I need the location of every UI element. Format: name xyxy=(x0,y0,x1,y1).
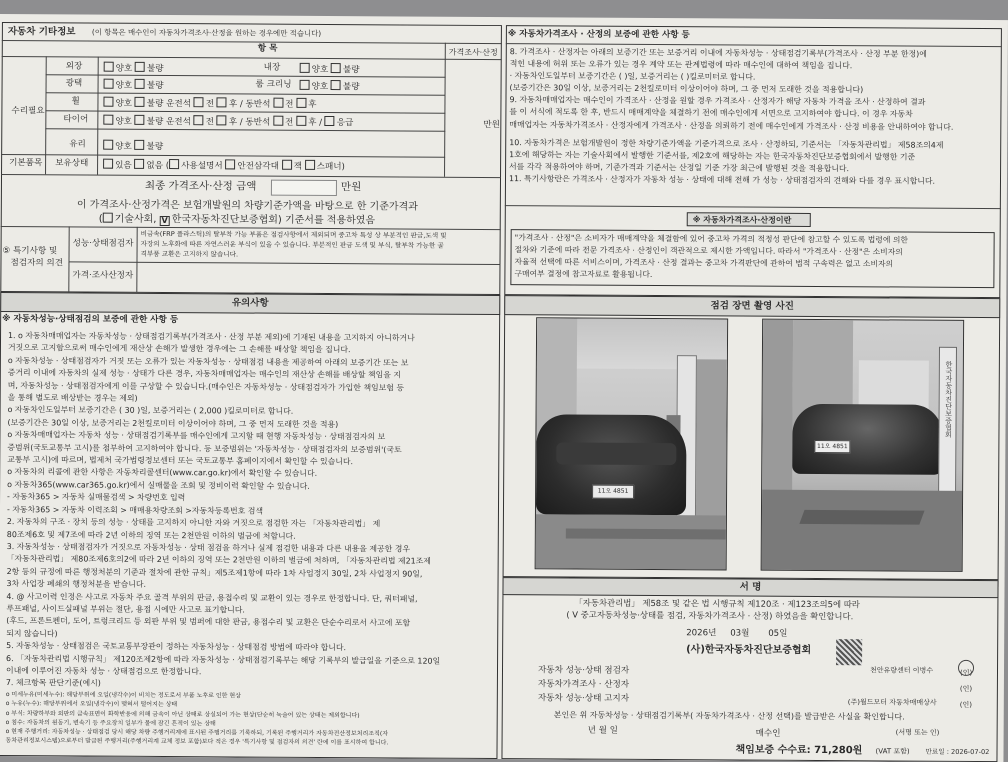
checkbox[interactable] xyxy=(273,98,283,108)
sign-row3-mark: (인) xyxy=(959,700,973,709)
seal-stamp-icon xyxy=(958,660,974,676)
repair-wheel-opts[interactable]: 양호 불량 운전석 전 후 / 동반석 전 후 xyxy=(103,97,316,111)
inspection-photo-front xyxy=(535,317,729,570)
special-label-2: 점검자의 의견 xyxy=(10,258,64,269)
qr-code-icon xyxy=(836,639,862,665)
checkbox[interactable] xyxy=(331,80,341,90)
sign-row2-mark: (인) xyxy=(959,684,973,693)
sign-date-day: 05일 xyxy=(768,628,788,639)
sign-date-month: 03월 xyxy=(730,628,750,639)
sign-row3-label: 자동차 성능·상태 고지자 xyxy=(537,693,630,704)
inspection-record-page xyxy=(0,14,1008,762)
special-row1-label: 성능·상태점검자 xyxy=(72,238,134,249)
checkbox[interactable] xyxy=(103,115,113,125)
notice-title: 유의사항 xyxy=(0,292,500,315)
checkbox[interactable] xyxy=(135,97,145,107)
section-title: 자동차 기타정보 xyxy=(7,26,76,38)
license-plate-front: 11오 4851 xyxy=(592,485,634,499)
special-row1-text: 비금속(FRP 플라스틱)의 탈부착 가능 부품은 점검사항에서 제외되며 중고차 특성 상 부분적인 판금,도색 및 자장의 노후화에 따른 자연스러운 부식이 있을 수 있습니다. 부분적인 판금 도색 및 부식, 탈부착 가능한 골 격부품 교환은 고지하지 않습니다. xyxy=(140,229,447,259)
checkbox[interactable] xyxy=(104,79,114,89)
repair-gloss-opts[interactable]: 양호 불량 xyxy=(104,79,164,92)
sign-row3-person: (주)월드모터 자동차매매상사 xyxy=(847,698,937,707)
signature-title: 서 명 xyxy=(502,577,998,598)
license-plate-rear: 11오 4851 xyxy=(814,440,850,453)
repair-group-label: 수리필요 xyxy=(11,106,45,117)
repair-room-opts[interactable]: 양호 불량 xyxy=(300,80,360,93)
column-header-item: 항 목 xyxy=(257,43,278,54)
notice-subtitle: ※ 자동차성능·상태점검의 보증에 관한 사항 등 xyxy=(2,314,179,326)
checkbox[interactable] xyxy=(282,160,292,170)
sign-row1-mark: (인) xyxy=(959,668,973,677)
sign-row1-label: 자동차 성능·상태 점검자 xyxy=(537,665,630,676)
repair-interior-opts[interactable]: 양호 불량 xyxy=(300,63,360,76)
price-guarantee-text: 8. 가격조사 · 산정자는 아래의 보증기간 또는 보증거리 이내에 자동차성능 · 상태점검기록부(가격조사 · 산정 부분 한정)에 적힌 내용에 허위 또는 오류가 있는 경우 계약 또는 관계법령에 따라 매수인에 대하여 책임을 집니다. · 자동차인도일부터 보증기간은 ( )일, 보증거리는 ( )킬로미터로 합니다. (보증기간은 30일 이상, 보증거리는 2천킬로미터 이상이어야 하며, 그 중 먼저 도래한 것을 적용합니다) 9. 자동차매매업자는 매수인이 가격조사 · 산정을 원할 경우 가격조사 · 산정자가 해당 자동차 가격을 조사 · 산정하여 결과 를 이 서식에 적도록 한 후, 반드시 매매계약을 체결하기 전에 매수인에게 서면으로 고지하여야 합니다. 이 경우 자동차 매매업자는 자동차가격조사 · 산정자에게 가격조사 · 산정을 의뢰하기 전에 매수인에게 가격조사 · 산정 비용을 안내하여야 합니다. 10. 자동차가격은 보험개발원이 정한 차량기준가액을 기준가격으로 조사 · 산정하되, 기준서는 「자동차관리법」 제58조의4제 1호에 해당하는 자는 기술사회에서 발행한 기준서를, 제2호에 해당하는 자는 한국자동차진단보증협회에서 발행한 기준 서를 각각 적용하여야 하며, 기준가격과 기준서는 산정일 기준 가장 최근에 발행된 것을 적용합니다. 11. 특기사항란은 가격조사 · 산정자가 자동차 성능 · 상태에 대해 전해 가 성능 · 상태점검자의 견해와 다를 경우 표시합니다. xyxy=(508,47,954,186)
sign-row1-person: 천안유량센터 이병수 xyxy=(869,666,934,675)
checkbox[interactable] xyxy=(104,62,114,72)
sign-date-year: 2026년 xyxy=(686,628,717,639)
repair-gloss-label: 광택 xyxy=(65,78,83,89)
final-note-line1: 이 가격조사·산정가격은 보험개발원의 차량기준가액을 바탕으로 한 기준가격과 xyxy=(76,199,418,213)
checkbox[interactable] xyxy=(300,63,310,73)
buyer-date: 년 월 일 xyxy=(587,725,619,736)
repair-glass-label: 유리 xyxy=(69,139,86,150)
basic-items-label: 기본품목 xyxy=(9,158,43,169)
checkbox[interactable] xyxy=(273,116,283,126)
checkbox[interactable] xyxy=(296,98,306,108)
photo-title: 점검 장면 촬영 사진 xyxy=(504,295,1000,318)
checkbox[interactable] xyxy=(135,140,145,150)
inspection-photo-rear xyxy=(761,319,965,572)
section-note: (이 항목은 매수인이 자동차가격조사·산정을 원하는 경우에만 적습니다) xyxy=(91,27,322,38)
checkbox[interactable] xyxy=(325,116,335,126)
checkbox[interactable] xyxy=(296,116,306,126)
checkbox[interactable] xyxy=(103,159,113,169)
repair-interior-label: 내장 xyxy=(263,62,281,73)
fee-note: (VAT 포함) xyxy=(875,747,910,756)
checkbox[interactable] xyxy=(103,140,113,150)
repair-glass-opts[interactable]: 양호 불량 xyxy=(103,140,163,153)
signature-check-line[interactable]: ( V 중고자동차성능·상태를 점검, 자동차가격조사 · 산정) 하였음을 확인합니다. xyxy=(566,609,854,622)
sign-row2-label: 자동차가격조사 · 산정자 xyxy=(537,679,630,690)
column-header-price: 가격조사·산정 xyxy=(448,47,498,58)
checkbox-technician-society[interactable] xyxy=(103,213,113,223)
sign-organization: (사)한국자동차진단보증협회 xyxy=(686,644,812,656)
final-amount-input[interactable] xyxy=(271,180,337,196)
checkbox[interactable] xyxy=(225,159,235,169)
checkbox[interactable] xyxy=(194,115,204,125)
repair-room-label: 룸 크리닝 xyxy=(255,79,292,90)
final-amount-label: 최종 가격조사·산정 금액 xyxy=(144,179,257,193)
meaning-text: "가격조사 · 산정"은 소비자가 매매계약을 체결함에 있어 중고차 가격의 적정성 판단에 참고할 수 있도록 법령에 의한 절차와 기준에 따라 전문 가격조사 · 산정인이 객관적으로 제시한 가액입니다. 따라서 "가격조사 · 산정"은 소비자의 자율적 선택에 따른 서비스이며, 가격조사 · 산정 결과는 중고차 가격판단에 관하여 법적 구속력은 없고 소비자의 구매여부 결정에 참고자료로 활용됩니다. xyxy=(514,233,908,279)
checkbox[interactable] xyxy=(135,115,145,125)
checkbox[interactable] xyxy=(135,79,145,89)
checkbox-kaiwa[interactable]: V xyxy=(161,215,168,226)
repair-wheel-label: 휠 xyxy=(71,96,80,107)
fee-text: 책임보증 수수료: 71,280원 xyxy=(735,744,863,757)
final-standard-opts[interactable]: ( 기술사회, V 한국자동차진단보증협회) 기준서를 적용하였음 xyxy=(98,213,376,227)
booth-sign: 한국자동차진단보증협회 xyxy=(944,360,953,438)
basic-items-status: 보유상태 xyxy=(55,158,89,169)
notice-text: 1. o 자동차매매업자는 자동차성능 · 상태점검기록부(가격조사 · 산정 부분 제외)에 기재된 내용을 고지하지 아니하거나 거짓으로 고지함으로써 매수인에게 재산상 손해가 발생한 경우에는 그 손해를 배상할 책임을 집니다. o 자동차성능 · 상태점검자가 거짓 또는 오류가 있는 자동차성능 · 상태점검 내용을 제공하여 아래의 보증기간 또는 보 증거리 이내에 자동차의 실제 성능 · 상태가 다른 경우, 자동차매매업자는 매수인의 재산상 손해를 배상할 책임을 지 며, 자동차성능 · 상태점검자에게 이를 구상할 수 있습니다.(매수인은 자동차성능 · 상태점검자가 가입한 책임보험 등 을 통해 별도로 배상받는 경우는 제외) o 자동차인도일부터 보증기간은 ( 30 )일, 보증거리는 ( 2,000 )킬로미터로 합니다. (보증기간은 30일 이상, 보증거리는 2천킬로미터 이상이어야 하며, 그 중 먼저 도래한 것을 적용) o 자동차매매업자는 자동차 성능 · 상태점검기록부를 매수인에게 고지할 때 현행 자동차성능 · 상태점검자의 보 증범위(국토교통부 고시)를 첨부하여 고지하여야 합니다. 등 보증범위는 '자동차성능 · 상태점검자의 보증범위'(국토 교통부 고시)에 따르며, 법제처 국가법령정보센터 또는 국토교통부 홈페이지에서 확인할 수 있습니다. o 자동차의 리콜에 관한 사항은 자동차리콜센터(www.car.go.kr)에서 확인할 수 있습니다. o 자동차365(www.car365.go.kr)에서 실매물을 조회 및 정비이력 확인할 수 있습니다. - 자동차365 > 자동차 실매물검색 > 차량번호 입력 - 자동차365 > 자동차 이력조회 > 매매용차량조회 >자동차등록번호 검색 2. 자동차의 구조 · 장치 등의 성능 · 상태를 고지하지 아니한 자와 거짓으로 점검한 자는 「자동차관리법」 제 80조제6호 및 제7조에 따라 2년 이하의 징역 또는 2천만원 이하의 벌금에 처합니다. 3. 자동차성능 · 상태점검자가 거짓으로 자동차성능 · 상태 점검을 하거나 실제 점검한 내용과 다른 내용을 제공한 경우 「자동차관리법」 제80조제6호의2에 따라 2년 이하의 징역 또는 2천만원 이하의 벌금에 처하며, 「자동차관리법 제21조제 2항 등의 규정에 따른 행정처분의 기준과 절차에 관한 규칙」제5조제1항에 따라 1차 사업정지 30일, 2차 사업정지 90일, 3차 사업장 폐쇄의 행정처분을 받습니다. 4. @ 사고이력 인정은 사고로 자동차 주요 골격 부위의 판금, 용접수리 및 교환이 있는 경우로 한정합니다. 단, 쿼터패널, 루프패널, 사이드실패널 부위는 절단, 용접 시에만 사고로 표기합니다. (후드, 프론트펜더, 도어, 트렁크리드 등 외판 부위 및 범퍼에 대한 판금, 용접수리 및 교환은 단순수리로서 사고에 포함 되지 않습니다) 5. 자동차성능 · 상태점검은 국토교통부장관이 정하는 자동차성능 · 상태점검 방법에 따라야 합니다. 6. 「자동차관리법 시행규칙」 제120조제2항에 따라 자동차성능 · 상태점검기록부는 해당 기록부의 발급일을 기준으로 120일 이내에 이루어진 자동차 성능 · 상태점검으로 한정합니다. 7. 체크항목 판단기준(예시) xyxy=(5,331,441,689)
checkbox[interactable] xyxy=(103,97,113,107)
buyer-sign-mark: (서명 또는 인) xyxy=(895,728,940,737)
buyer-label: 매수인 xyxy=(755,728,781,739)
checkbox[interactable] xyxy=(300,80,310,90)
repair-tire-label: 타이어 xyxy=(63,114,89,125)
signature-law-line: 「자동차관리법」 제58조 및 같은 법 시행규칙 제120조 · 제123조의5에 따라 xyxy=(574,597,860,610)
checkbox[interactable] xyxy=(217,97,227,107)
meaning-title: ※ 자동차가격조사·산정이란 xyxy=(692,215,792,225)
notice-criteria-text: o 미세누유(미세누수): 해당부위에 오일(냉각수)이 비치는 정도로서 부품 노후로 인한 현상 o 누유(누수): 해당부위에서 오일(냉각수)이 맺혀서 떨어지는 상태 o 부식: 차량하부와 외판의 금속표면이 화학반응에 의해 금속이 아닌 상태로 상실되어 가는 현상(단순히 녹슬어 있는 상태는 제외합니다) o 침수: 자동차의 원동기, 변속기 등 주요장치 일부가 물에 잠긴 흔적이 있는 상태 o 현재 주행거리: 자동차성능 · 상태점검 당시 해당 차량 주행거리계에 표시된 주행거리를 기록하되, 기록된 주행거리가 자동차전산정보처리조직(자 동차관리정보시스템)으로부터 발급된 주행거리(주행거리계 교체 정보 포함)보다 적은 경우 '특기사항 및 점검자의 의견' 란에 이를 표시하여 합니다. xyxy=(5,691,389,747)
checkbox[interactable] xyxy=(134,159,144,169)
checkbox[interactable] xyxy=(217,115,227,125)
checkbox[interactable] xyxy=(135,62,145,72)
special-row2-label: 가격·조사산정자 xyxy=(72,270,134,281)
repair-exterior-label: 외장 xyxy=(65,61,83,72)
checkbox[interactable] xyxy=(305,160,315,170)
receipt-line: 본인은 위 자동차성능 · 상태점검기록부( 자동차가격조사 · 산정 선택)를 발급받은 사실을 확인합니다. xyxy=(553,710,905,722)
checkbox[interactable] xyxy=(194,97,204,107)
expiry-date: 만료일 : 2026-07-02 xyxy=(925,747,990,757)
checkbox[interactable] xyxy=(331,63,341,73)
special-label-1: ⑤ 특기사항 및 xyxy=(2,246,58,257)
checkbox[interactable] xyxy=(169,159,179,169)
price-guarantee-title: ※ 자동차가격조사 · 산정의 보증에 관한 사항 등 xyxy=(507,29,690,41)
final-amount-unit: 만원 xyxy=(340,181,362,194)
repair-tire-opts[interactable]: 양호 불량 운전석 전 후 / 동반석 전 후 / 응급 xyxy=(103,115,353,130)
price-unit: 만원 xyxy=(483,119,500,131)
basic-items-opts[interactable]: 있음 없음 ( 사용설명서 안전삼각대 잭 스패너) xyxy=(103,159,345,173)
repair-exterior-opts[interactable]: 양호 불량 xyxy=(104,62,164,75)
